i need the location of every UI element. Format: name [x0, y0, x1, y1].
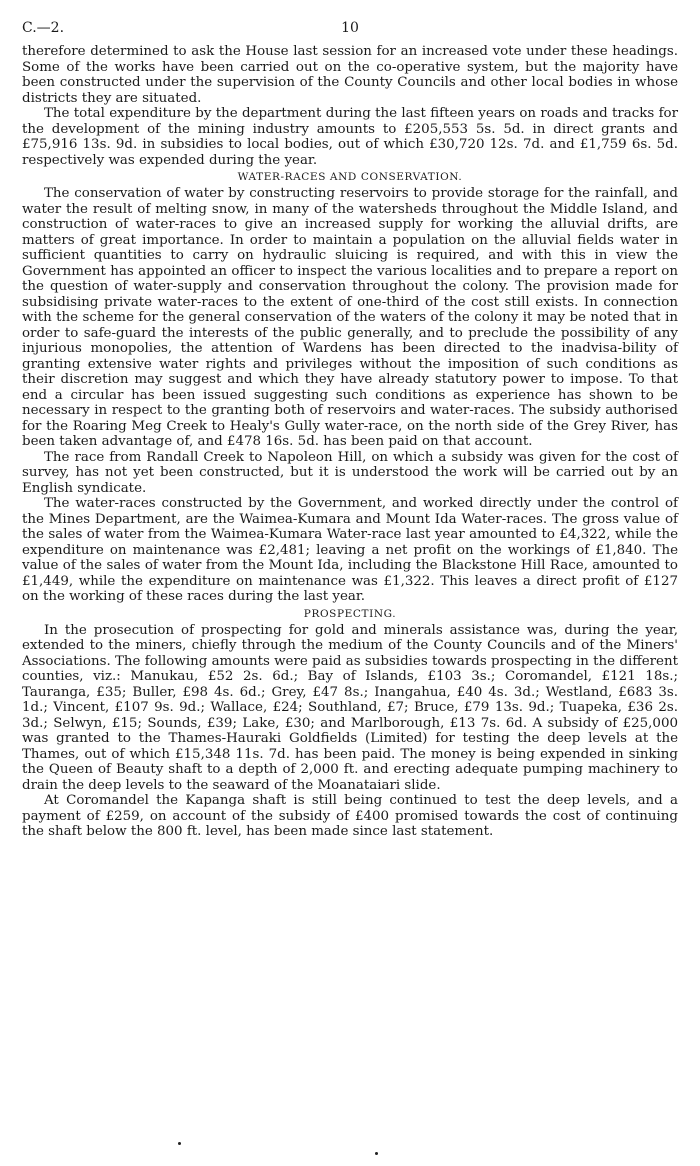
- section-heading-water-races: WATER-RACES AND CONSERVATION.: [237, 171, 463, 183]
- page-number: 10: [341, 20, 359, 36]
- paragraph-water-conservation: The conservation of water by constructing reservoirs to provide storage for the rainfall, and water the result of melting snow, in many of the watersheds throughout the Middle Island, and construction of water-races to give an increased supply for working the alluvial drifts, are matters of great importance. In order to maintain a population on the alluvial fields water in sufficient quantities to carry on hydraulic sluicing is required, and with this in view the Government has appointed an officer to inspect the various localities and to prepare a report on the question of water-supply and conservation throughout the colony. The provision made for subsidising private water-races to the extent of one-third of the cost still exists. In connection with the scheme for the general conservation of the waters of the colony it may be noted that in order to safe-guard the interests of the public generally, and to preclude the possibility of any injurious monopolies, the attention of Wardens has been directed to the inadvisa-bility of granting extensive water rights and privileges without the imposition of such conditions as their discretion may suggest and which they have already statutory power to impose. To that end a circular has been issued suggesting such conditions as experience has shown to be necessary in respect to the granting both of reservoirs and water-races. The subsidy authorised for the Roaring Meg Creek to Healy's Gully water-race, on the north side of the Grey River, has been taken advantage of, and £478 16s. 5d. has been paid on that account.: [22, 186, 678, 449]
- document-body: [22, 44, 678, 840]
- paragraph-coromandel-kapanga: At Coromandel the Kapanga shaft is still being continued to test the deep levels, and a payment of £259, on account of the subsidy of £400 promised towards the cost of continuing the shaft below the 800 ft. level, has been made since last statement.: [22, 793, 678, 839]
- page-header: [22, 20, 678, 44]
- scan-marks: [0, 1140, 700, 1160]
- document-page: [22, 20, 678, 840]
- paragraph-randall-creek: The race from Randall Creek to Napoleon Hill, on which a subsidy was given for the cost of survey, has not yet been constructed, but it is understood the work will be carried out by an English syndicate.: [22, 449, 678, 496]
- scan-speck-left: [178, 1142, 181, 1145]
- paragraph-government-races: The water-races constructed by the Government, and worked directly under the control of the Mines Department, are the Waimea-Kumara and Mount Ida Water-races. The gross value of the sales of water from the Waimea-Kumara Water-race last year amounted to £4,322, while the expenditure on maintenance was £2,481; leaving a net profit on the workings of £1,840. The value of the sales of water from the Mount Ida, including the Blackstone Hill Race, amounted to £1,449, while the expenditure on maintenance was £1,322. This leaves a direct profit of £127 on the working of these races during the last year.: [22, 496, 678, 604]
- paragraph-continuation: therefore determined to ask the House last session for an increased vote under these headings. Some of the works have been carried out on the co-operative system, but the majority have been constructed under the supervision of the County Councils and other local bodies in whose districts they are situated.: [22, 44, 678, 106]
- scan-speck-right: [375, 1152, 378, 1155]
- paragraph-prospecting-subsidies: In the prosecution of prospecting for gold and minerals assistance was, during the year, extended to the miners, chiefly through the medium of the County Councils and of the Miners' Associations. The following amounts were paid as subsidies towards prospecting in the different counties, viz.: Manukau, £52 2s. 6d.; Bay of Islands, £103 3s.; Coromandel, £121 18s.; Tauranga, £35; Buller, £98 4s. 6d.; Grey, £47 8s.; Inangahua, £40 4s. 3d.; Westland, £683 3s. 1d.; Vincent, £107 9s. 9d.; Wallace, £24; Southland, £7; Bruce, £79 13s. 9d.; Tuapeka, £36 2s. 3d.; Selwyn, £15; Sounds, £39; Lake, £30; and Marlborough, £13 7s. 6d. A subsidy of £25,000 was granted to the Thames-Hauraki Goldfields (Limited) for testing the deep levels at the Thames, out of which £15,348 11s. 7d. has been paid. The money is being expended in sinking the Queen of Beauty shaft to a depth of 2,000 ft. and erecting adequate pumping machinery to drain the deep levels to the seaward of the Moanataiari slide.: [22, 622, 678, 793]
- document-reference: C.—2.: [22, 20, 65, 36]
- paragraph-roads-expenditure: The total expenditure by the department during the last fifteen years on roads and tracks for the development of the mining industry amounts to £205,553 5s. 5d. in direct grants and £75,916 13s. 9d. in subsidies to local bodies, out of which £30,720 12s. 7d. and £1,759 6s. 5d. respectively was expended during the year.: [22, 106, 678, 168]
- section-heading-prospecting: PROSPECTING.: [303, 607, 397, 620]
